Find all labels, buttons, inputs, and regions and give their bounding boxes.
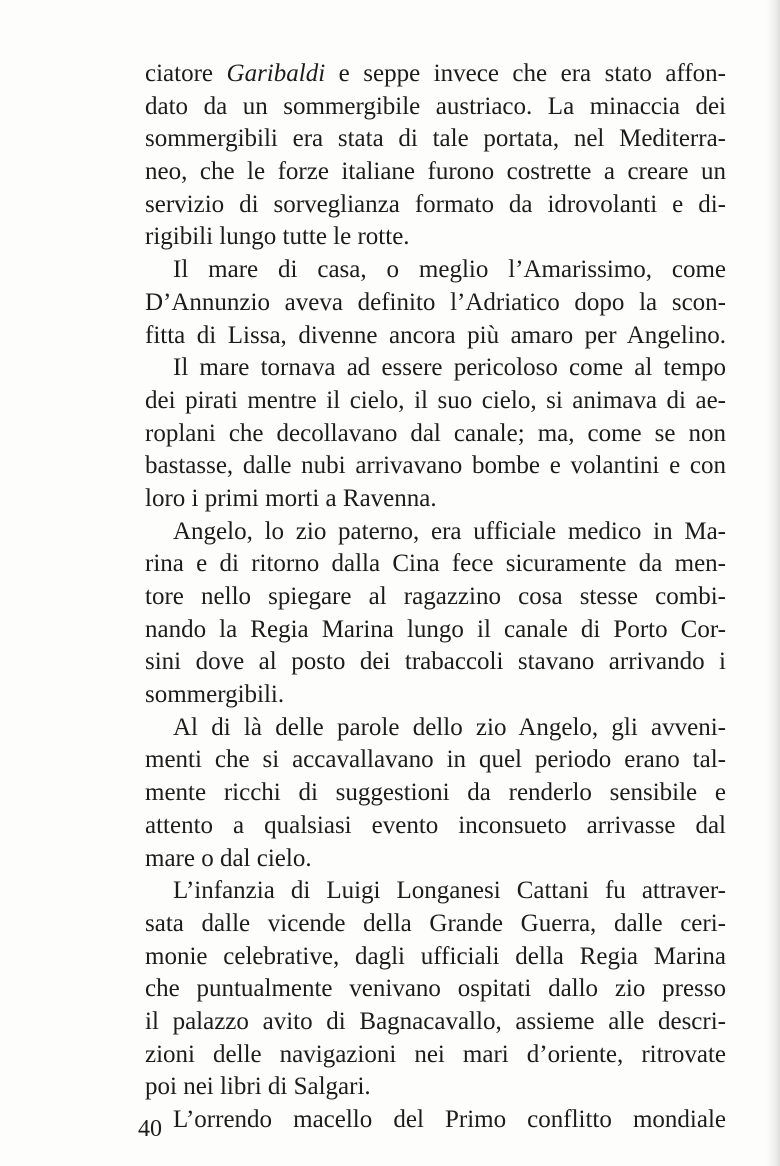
paragraph-7: [145, 1104, 726, 1137]
text-line: fitta di Lissa, divenne ancora più amaro per Angelino.: [145, 321, 726, 349]
text-line: attento a qualsiasi evento inconsueto arrivasse dal: [145, 811, 726, 839]
text-line: rina e di ritorno dalla Cina fece sicuramente da men-: [145, 550, 726, 578]
text-line: ciatore Garibaldi e seppe invece che era stato affon-: [145, 60, 726, 87]
text-line: che puntualmente venivano ospitati dallo zio presso: [145, 975, 726, 1003]
text-line: mare o dal cielo.: [145, 844, 312, 872]
paragraph-6: [145, 875, 726, 1104]
page-number: 40: [138, 1116, 162, 1142]
paragraph-5: [145, 712, 726, 875]
text-line: L’infanzia di Luigi Longanesi Cattani fu attraver-: [173, 877, 726, 905]
text-line: neo, che le forze italiane furono costrette a creare un: [145, 158, 726, 186]
text-line: menti che si accavallavano in quel periodo erano tal-: [145, 746, 726, 774]
page-edge-shadow: [766, 0, 780, 1166]
ship-name-italic: Garibaldi: [226, 60, 326, 87]
text-line: il palazzo avito di Bagnacavallo, assieme alle descri-: [145, 1007, 726, 1035]
text-line: mente ricchi di suggestioni da renderlo sensibile e: [145, 779, 726, 807]
paragraph-2: [145, 254, 726, 352]
paragraph-4: [145, 516, 726, 712]
text-line: tore nello spiegare al ragazzino cosa stesse combi-: [145, 583, 726, 610]
text-line: roplani che decollavano dal canale; ma, come se non: [145, 419, 726, 447]
text-line: sommergibili era stata di tale portata, nel Mediterra-: [145, 125, 726, 153]
text-line: bastasse, dalle nubi arrivavano bombe e volantini e con: [145, 452, 726, 480]
text-line: poi nei libri di Salgari.: [145, 1073, 371, 1101]
text-line: sata dalle vicende della Grande Guerra, dalle ceri-: [145, 909, 726, 937]
text-line: servizio di sorveglianza formato da idrovolanti e di-: [145, 190, 726, 218]
text-line: loro i primi morti a Ravenna.: [145, 484, 437, 512]
paragraph-1: [145, 58, 726, 254]
text-line: rigibili lungo tutte le rotte.: [145, 223, 410, 251]
text-line: nando la Regia Marina lungo il canale di Porto Cor-: [145, 615, 726, 643]
text-line: dato da un sommergibile austriaco. La minaccia dei: [145, 92, 726, 120]
text-line: sommergibili.: [145, 681, 285, 709]
text-line: sini dove al posto dei trabaccoli stavano arrivando i: [145, 648, 726, 676]
text-line: monie celebrative, dagli ufficiali della Regia Marina: [145, 942, 726, 970]
text-line: Il mare di casa, o meglio l’Amarissimo, come: [173, 256, 726, 284]
text-line: D’Annunzio aveva definito l’Adriatico dopo la scon-: [145, 288, 726, 316]
text-line: L’orrendo macello del Primo conflitto mondiale: [173, 1106, 726, 1133]
text-line: dei pirati mentre il cielo, il suo cielo, si animava di ae-: [145, 386, 726, 414]
text-line: Il mare tornava ad essere pericoloso come al tempo: [173, 354, 726, 382]
body-text: [145, 58, 726, 1137]
text-line: Angelo, lo zio paterno, era ufficiale medico in Ma-: [173, 517, 726, 545]
paragraph-3: [145, 352, 726, 515]
text-line: Al di là delle parole dello zio Angelo, gli avveni-: [173, 713, 726, 741]
text-line: zioni delle navigazioni nei mari d’oriente, ritrovate: [145, 1040, 726, 1068]
